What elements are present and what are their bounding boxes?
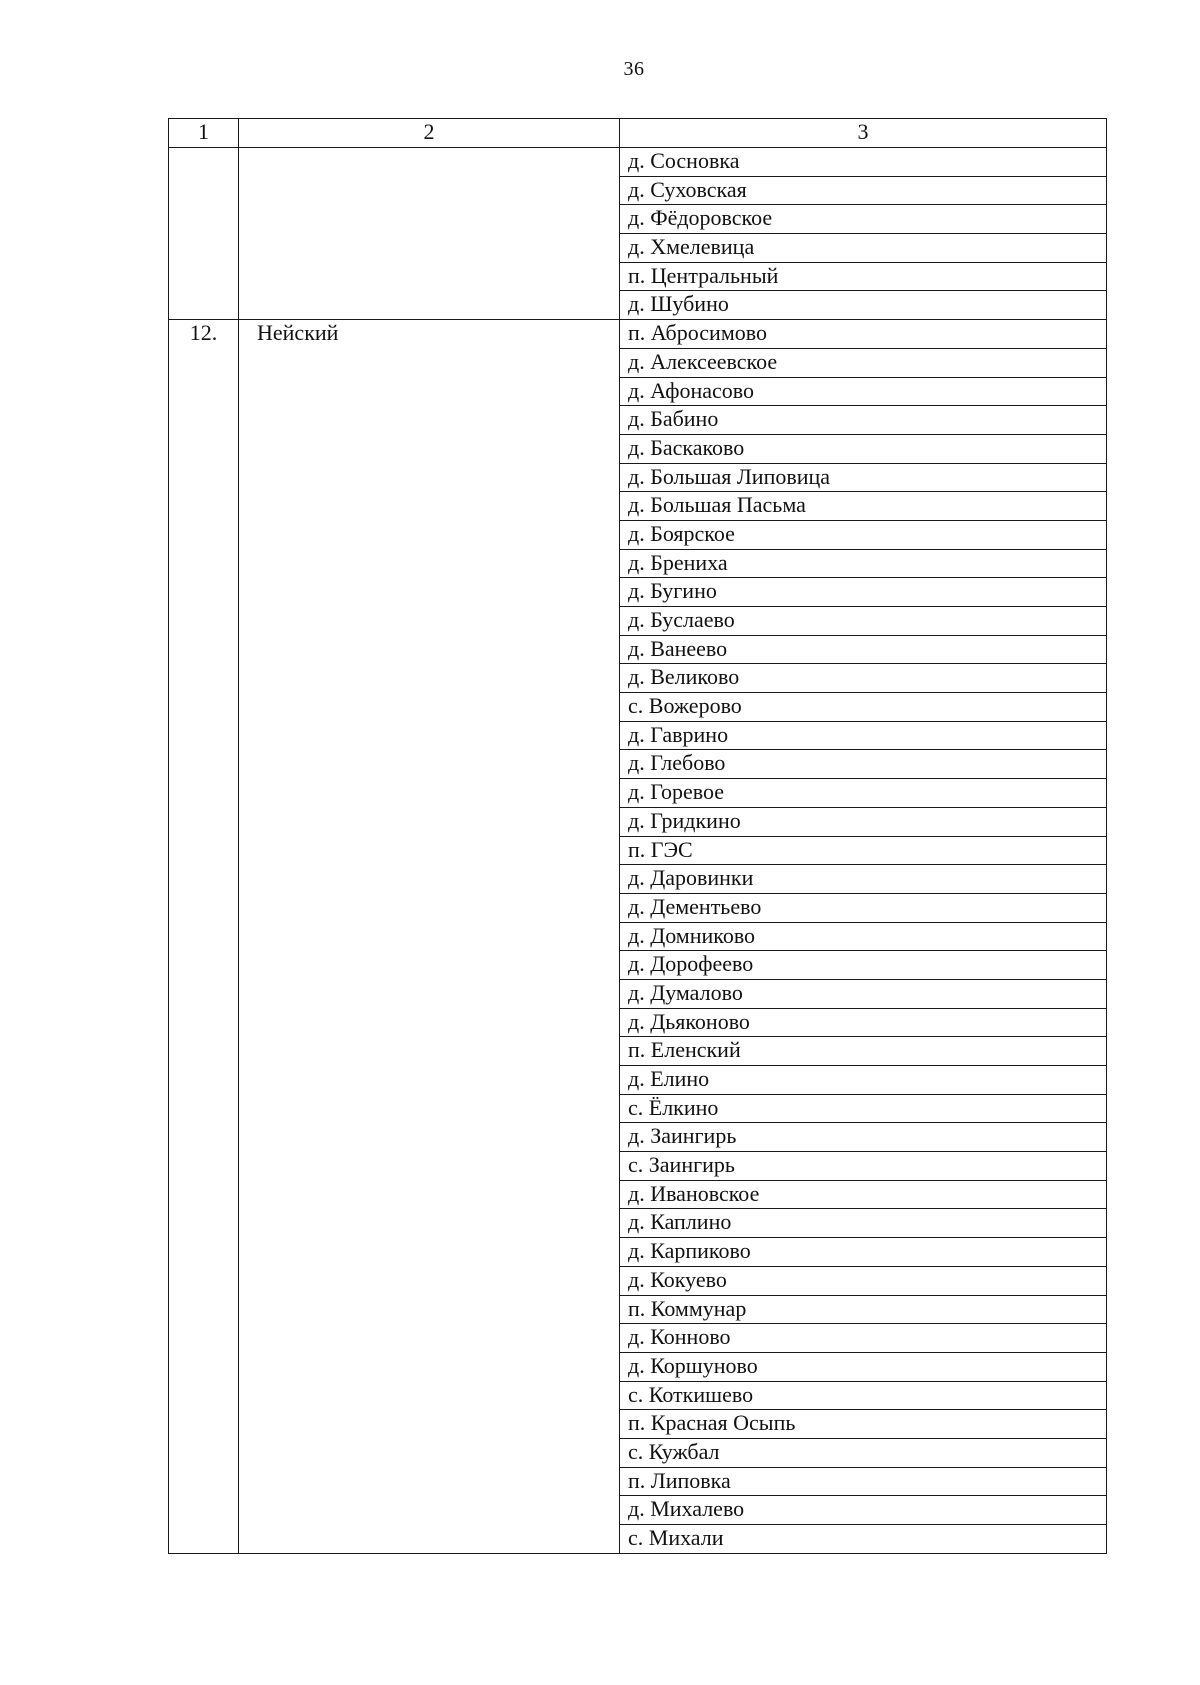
group-name-cell: Нейский (239, 320, 620, 1554)
settlement-cell: д. Михалево (620, 1496, 1107, 1525)
settlement-cell: с. Заингирь (620, 1152, 1107, 1181)
settlement-cell: п. Абросимово (620, 320, 1107, 349)
settlement-cell: д. Думалово (620, 979, 1107, 1008)
settlements-table (168, 118, 1107, 1554)
continued-number-cell (169, 148, 239, 320)
settlement-cell: д. Коршуново (620, 1352, 1107, 1381)
settlement-cell: д. Фёдоровское (620, 205, 1107, 234)
settlement-cell: д. Гридкино (620, 807, 1107, 836)
settlement-cell: п. Липовка (620, 1467, 1107, 1496)
settlement-cell: п. ГЭС (620, 836, 1107, 865)
settlement-cell: с. Ёлкино (620, 1094, 1107, 1123)
settlement-cell: с. Михали (620, 1525, 1107, 1554)
settlement-cell: д. Дементьево (620, 893, 1107, 922)
settlement-cell: д. Афонасово (620, 377, 1107, 406)
settlement-cell: д. Буслаево (620, 607, 1107, 636)
settlement-cell: д. Дорофеево (620, 951, 1107, 980)
settlement-cell: п. Коммунар (620, 1295, 1107, 1324)
settlement-cell: д. Ванеево (620, 635, 1107, 664)
settlement-cell: д. Бугино (620, 578, 1107, 607)
settlement-cell: п. Центральный (620, 262, 1107, 291)
settlement-cell: д. Кокуево (620, 1266, 1107, 1295)
settlement-cell: д. Конново (620, 1324, 1107, 1353)
settlement-cell: д. Даровинки (620, 865, 1107, 894)
settlement-cell: д. Брениха (620, 549, 1107, 578)
settlement-cell: д. Ивановское (620, 1180, 1107, 1209)
header-col-1: 1 (169, 119, 239, 148)
settlement-cell: д. Горевое (620, 779, 1107, 808)
settlement-cell: д. Большая Липовица (620, 463, 1107, 492)
settlement-cell: д. Карпиково (620, 1238, 1107, 1267)
table-row (169, 148, 1107, 177)
settlement-cell: д. Великово (620, 664, 1107, 693)
settlement-cell: д. Елино (620, 1066, 1107, 1095)
table-header-row (169, 119, 1107, 148)
settlement-cell: с. Вожерово (620, 693, 1107, 722)
settlement-cell: п. Еленский (620, 1037, 1107, 1066)
settlement-cell: д. Шубино (620, 291, 1107, 320)
settlement-cell: д. Сосновка (620, 148, 1107, 177)
settlement-cell: д. Домниково (620, 922, 1107, 951)
settlement-cell: д. Боярское (620, 520, 1107, 549)
continued-name-cell (239, 148, 620, 320)
settlement-cell: д. Хмелевица (620, 234, 1107, 263)
table-body (169, 119, 1107, 1554)
settlement-cell: д. Каплино (620, 1209, 1107, 1238)
settlement-cell: д. Алексеевское (620, 348, 1107, 377)
settlement-cell: д. Баскаково (620, 434, 1107, 463)
settlement-cell: д. Заингирь (620, 1123, 1107, 1152)
settlement-cell: д. Суховская (620, 176, 1107, 205)
group-number-cell: 12. (169, 320, 239, 1554)
header-col-3: 3 (620, 119, 1107, 148)
table-row (169, 320, 1107, 349)
settlement-cell: д. Глебово (620, 750, 1107, 779)
page-number: 36 (623, 58, 645, 80)
settlement-cell: д. Большая Пасьма (620, 492, 1107, 521)
settlement-cell: п. Красная Осыпь (620, 1410, 1107, 1439)
settlement-cell: д. Гаврино (620, 721, 1107, 750)
settlement-cell: д. Бабино (620, 406, 1107, 435)
header-col-2: 2 (239, 119, 620, 148)
settlement-cell: с. Кужбал (620, 1438, 1107, 1467)
settlement-cell: д. Дьяконово (620, 1008, 1107, 1037)
settlement-cell: с. Коткишево (620, 1381, 1107, 1410)
